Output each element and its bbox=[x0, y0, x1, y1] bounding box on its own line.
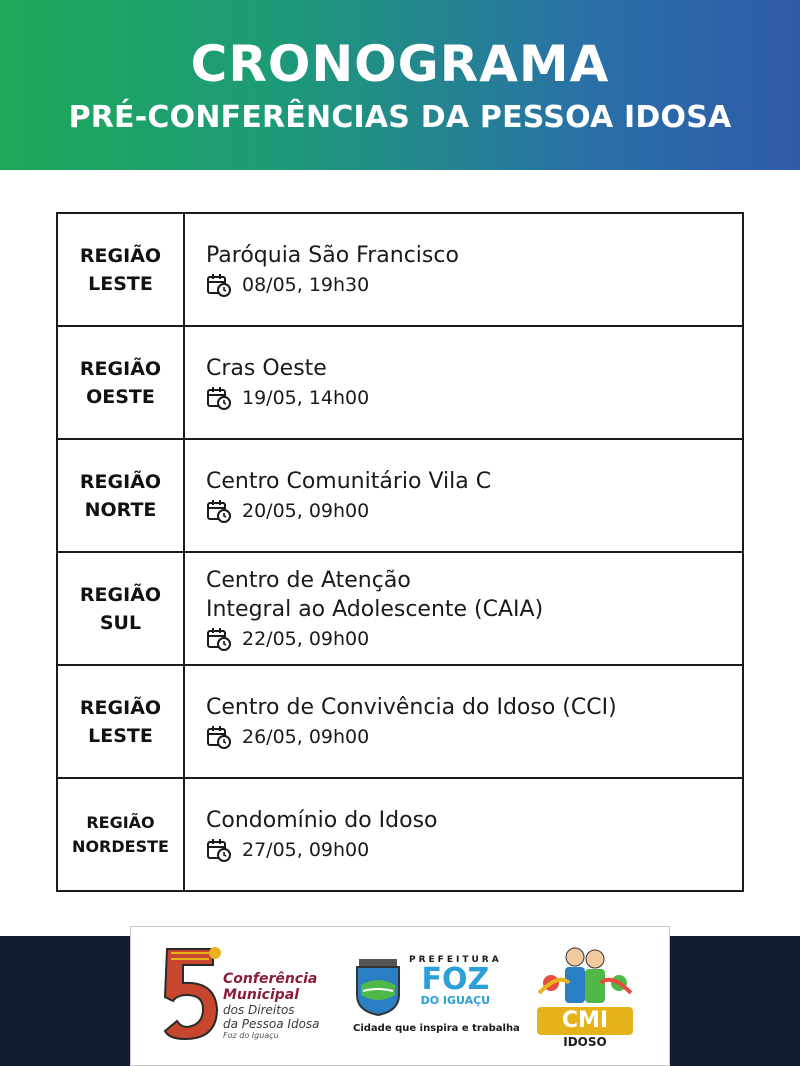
table-row bbox=[58, 214, 742, 327]
event-cell bbox=[185, 779, 742, 890]
council-logo-acronym: CMI bbox=[537, 1007, 633, 1035]
region-cell bbox=[58, 553, 185, 664]
event-cell bbox=[185, 214, 742, 325]
event-date: 27/05, 09h00 bbox=[242, 839, 370, 861]
event-date: 19/05, 14h00 bbox=[242, 387, 370, 409]
city-logo-prefix: PREFEITURA bbox=[409, 955, 502, 965]
calendar-clock-icon bbox=[206, 385, 232, 411]
calendar-clock-icon bbox=[206, 498, 232, 524]
table-row bbox=[58, 779, 742, 890]
region-name: SUL bbox=[99, 611, 142, 634]
city-logo-tagline: Cidade que inspira e trabalha bbox=[353, 1023, 520, 1034]
region-label: REGIÃO bbox=[79, 357, 162, 380]
event-place: Centro de Atenção bbox=[206, 567, 411, 593]
event-cell bbox=[185, 327, 742, 438]
table-row bbox=[58, 440, 742, 553]
conference-logo bbox=[163, 945, 323, 1043]
region-name: OESTE bbox=[86, 385, 155, 408]
region-cell bbox=[58, 327, 185, 438]
conference-logo-line4: da Pessoa Idosa bbox=[223, 1017, 320, 1031]
city-logo-name2: DO IGUAÇU bbox=[420, 994, 491, 1007]
region-label: REGIÃO bbox=[86, 812, 155, 832]
region-name: NORTE bbox=[84, 498, 157, 521]
event-date: 20/05, 09h00 bbox=[242, 500, 370, 522]
calendar-clock-icon bbox=[206, 837, 232, 863]
city-crest-icon bbox=[353, 955, 403, 1017]
region-cell bbox=[58, 214, 185, 325]
calendar-clock-icon bbox=[206, 626, 232, 652]
region-cell bbox=[58, 779, 185, 890]
elderly-couple-icon bbox=[529, 943, 641, 1009]
header-banner bbox=[0, 0, 800, 170]
event-cell bbox=[185, 440, 742, 551]
event-date: 08/05, 19h30 bbox=[242, 274, 370, 296]
conference-logo-line1: Conferência bbox=[223, 971, 318, 987]
event-place: Condomínio do Idoso bbox=[206, 808, 438, 833]
region-name: LESTE bbox=[88, 272, 153, 295]
region-cell bbox=[58, 440, 185, 551]
schedule-table bbox=[56, 212, 744, 892]
table-row bbox=[58, 327, 742, 440]
event-place-line2: Integral ao Adolescente (CAIA) bbox=[206, 596, 544, 622]
conference-logo-line2: Municipal bbox=[223, 987, 300, 1003]
table-row bbox=[58, 553, 742, 666]
calendar-clock-icon bbox=[206, 272, 232, 298]
conference-logo-line3: dos Direitos bbox=[223, 1003, 295, 1017]
region-name: LESTE bbox=[88, 724, 153, 747]
event-place: Cras Oeste bbox=[206, 356, 327, 381]
table-row bbox=[58, 666, 742, 779]
city-logo bbox=[353, 955, 520, 1037]
region-label: REGIÃO bbox=[79, 583, 162, 606]
council-logo-name: IDOSO bbox=[563, 1035, 607, 1049]
event-place: Centro Comunitário Vila C bbox=[206, 469, 492, 494]
event-date: 22/05, 09h00 bbox=[242, 627, 370, 650]
event-cell bbox=[185, 553, 742, 664]
region-label: REGIÃO bbox=[79, 470, 162, 493]
page-title: CRONOGRAMA bbox=[190, 35, 610, 93]
region-label: REGIÃO bbox=[79, 244, 162, 267]
conference-logo-line5: Foz do Iguaçu bbox=[223, 1031, 279, 1040]
region-cell bbox=[58, 666, 185, 777]
event-date: 26/05, 09h00 bbox=[242, 726, 370, 748]
council-logo bbox=[529, 943, 641, 1051]
calendar-clock-icon bbox=[206, 724, 232, 750]
region-name: NORDESTE bbox=[72, 836, 169, 856]
page-subtitle: PRÉ-CONFERÊNCIAS DA PESSOA IDOSA bbox=[68, 100, 732, 135]
city-logo-name: FOZ bbox=[421, 962, 490, 997]
logos-card bbox=[130, 926, 670, 1066]
number-five-icon bbox=[163, 945, 223, 1043]
region-label: REGIÃO bbox=[79, 696, 162, 719]
event-cell bbox=[185, 666, 742, 777]
event-place: Paróquia São Francisco bbox=[206, 243, 459, 268]
event-place: Centro de Convivência do Idoso (CCI) bbox=[206, 695, 617, 720]
